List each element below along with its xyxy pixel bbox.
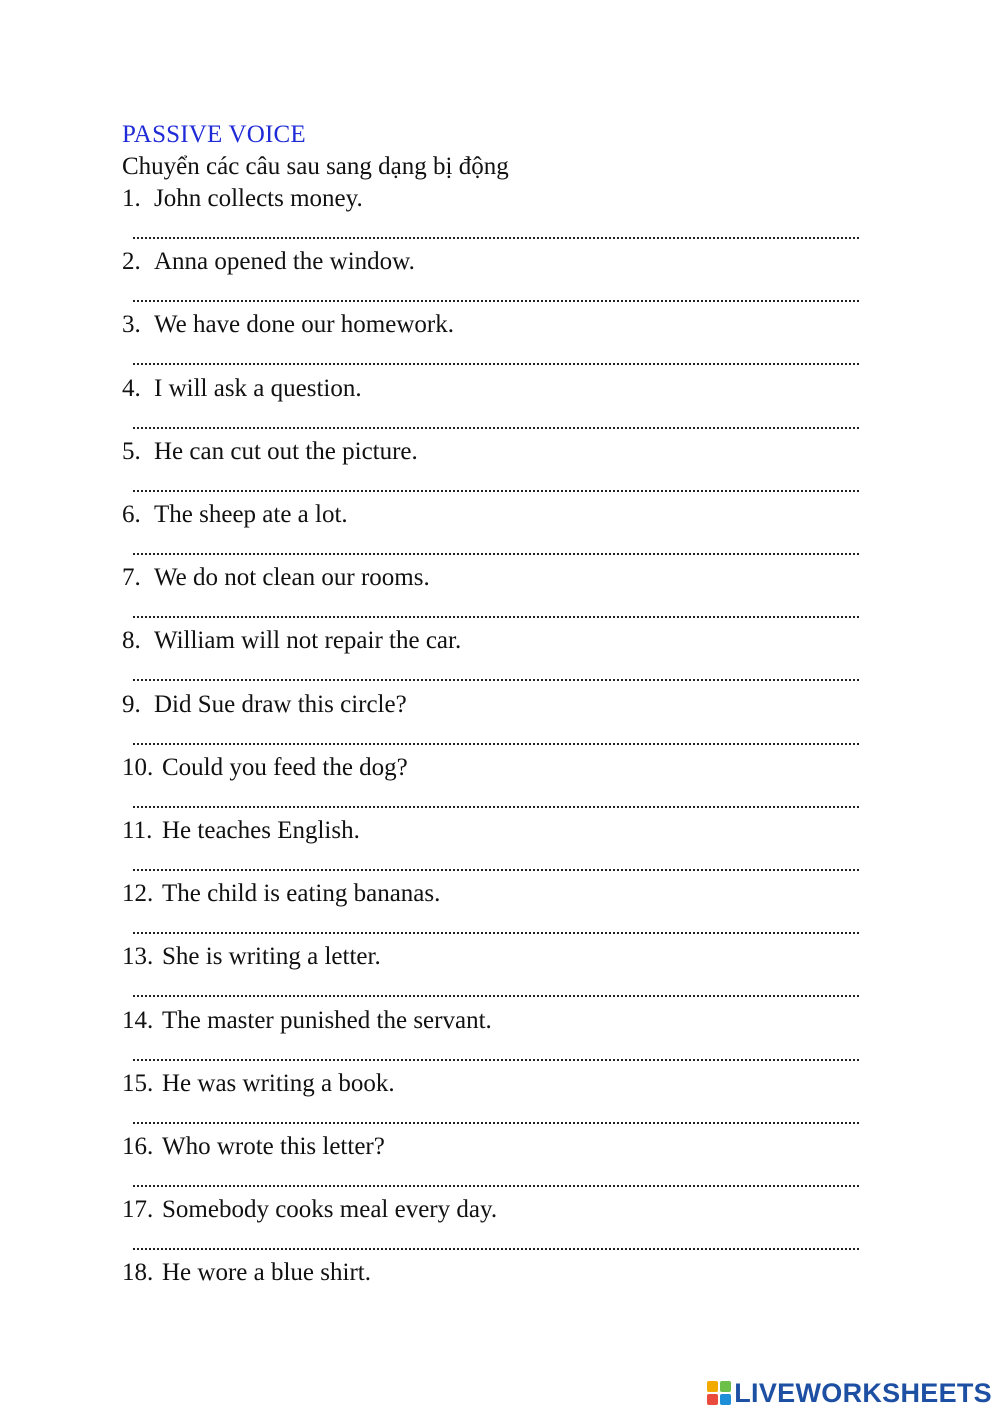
- answer-input[interactable]: [133, 209, 859, 237]
- answer-line: [133, 363, 859, 365]
- answer-input[interactable]: [133, 715, 859, 743]
- answer-input[interactable]: [133, 651, 859, 679]
- answer-line: [133, 490, 859, 492]
- question-number: 14.: [122, 1007, 154, 1034]
- logo-tile: [707, 1394, 718, 1405]
- answer-input[interactable]: [133, 1157, 859, 1185]
- question-text: The master punished the servant.: [162, 1007, 492, 1034]
- liveworksheets-brand: [707, 1379, 992, 1407]
- question-text: The sheep ate a lot.: [154, 501, 348, 528]
- question-number: 4.: [122, 375, 141, 402]
- question-text: The child is eating bananas.: [162, 880, 441, 907]
- answer-input[interactable]: [133, 904, 859, 932]
- question-text: He wore a blue shirt.: [162, 1259, 371, 1286]
- question-number: 6.: [122, 501, 141, 528]
- answer-line: [133, 1059, 859, 1061]
- answer-line: [133, 1122, 859, 1124]
- question-number: 7.: [122, 564, 141, 591]
- question-text: Who wrote this letter?: [162, 1133, 385, 1160]
- answer-line: [133, 616, 859, 618]
- question-number: 2.: [122, 248, 141, 275]
- question-number: 9.: [122, 691, 141, 718]
- question-text: I will ask a question.: [154, 375, 362, 402]
- question-number: 18.: [122, 1259, 154, 1286]
- answer-line: [133, 743, 859, 745]
- answer-input[interactable]: [133, 967, 859, 995]
- answer-input[interactable]: [133, 778, 859, 806]
- answer-input[interactable]: [133, 525, 859, 553]
- question-item: [122, 1259, 371, 1287]
- question-number: 16.: [122, 1133, 154, 1160]
- answer-line: [133, 237, 859, 239]
- answer-input[interactable]: [133, 841, 859, 869]
- question-text: William will not repair the car.: [154, 627, 462, 654]
- question-text: We do not clean our rooms.: [154, 564, 430, 591]
- answer-input[interactable]: [133, 399, 859, 427]
- logo-tile: [720, 1394, 731, 1405]
- answer-input[interactable]: [133, 272, 859, 300]
- question-text: He can cut out the picture.: [154, 438, 418, 465]
- answer-line: [133, 932, 859, 934]
- question-text: John collects money.: [154, 185, 363, 212]
- answer-line: [133, 806, 859, 808]
- question-number: 12.: [122, 880, 154, 907]
- logo-tile: [707, 1381, 718, 1392]
- answer-line: [133, 300, 859, 302]
- question-number: 8.: [122, 627, 141, 654]
- question-text: She is writing a letter.: [162, 943, 381, 970]
- question-number: 10.: [122, 754, 154, 781]
- answer-line: [133, 995, 859, 997]
- brand-name: LIVEWORKSHEETS: [734, 1377, 992, 1408]
- answer-input[interactable]: [133, 1031, 859, 1059]
- question-number: 1.: [122, 185, 141, 212]
- question-text: He teaches English.: [162, 817, 360, 844]
- answer-input[interactable]: [133, 1094, 859, 1122]
- question-text: We have done our homework.: [154, 311, 454, 338]
- question-number: 13.: [122, 943, 154, 970]
- liveworksheets-logo-icon: [707, 1381, 731, 1405]
- logo-tile: [720, 1381, 731, 1392]
- question-number: 11.: [122, 817, 153, 844]
- answer-line: [133, 679, 859, 681]
- question-text: Anna opened the window.: [154, 248, 415, 275]
- question-number: 5.: [122, 438, 141, 465]
- question-number: 15.: [122, 1070, 154, 1097]
- question-text: Could you feed the dog?: [162, 754, 408, 781]
- worksheet-title: PASSIVE VOICE: [122, 121, 306, 148]
- worksheet-instruction: Chuyển các câu sau sang dạng bị động: [122, 153, 509, 180]
- question-text: He was writing a book.: [162, 1070, 395, 1097]
- answer-input[interactable]: [133, 335, 859, 363]
- answer-line: [133, 427, 859, 429]
- answer-line: [133, 1248, 859, 1250]
- question-number: 3.: [122, 311, 141, 338]
- answer-line: [133, 869, 859, 871]
- question-text: Did Sue draw this circle?: [154, 691, 407, 718]
- answer-input[interactable]: [133, 588, 859, 616]
- answer-input[interactable]: [133, 1220, 859, 1248]
- question-text: Somebody cooks meal every day.: [162, 1196, 498, 1223]
- answer-line: [133, 1185, 859, 1187]
- question-number: 17.: [122, 1196, 154, 1223]
- answer-input[interactable]: [133, 462, 859, 490]
- answer-line: [133, 553, 859, 555]
